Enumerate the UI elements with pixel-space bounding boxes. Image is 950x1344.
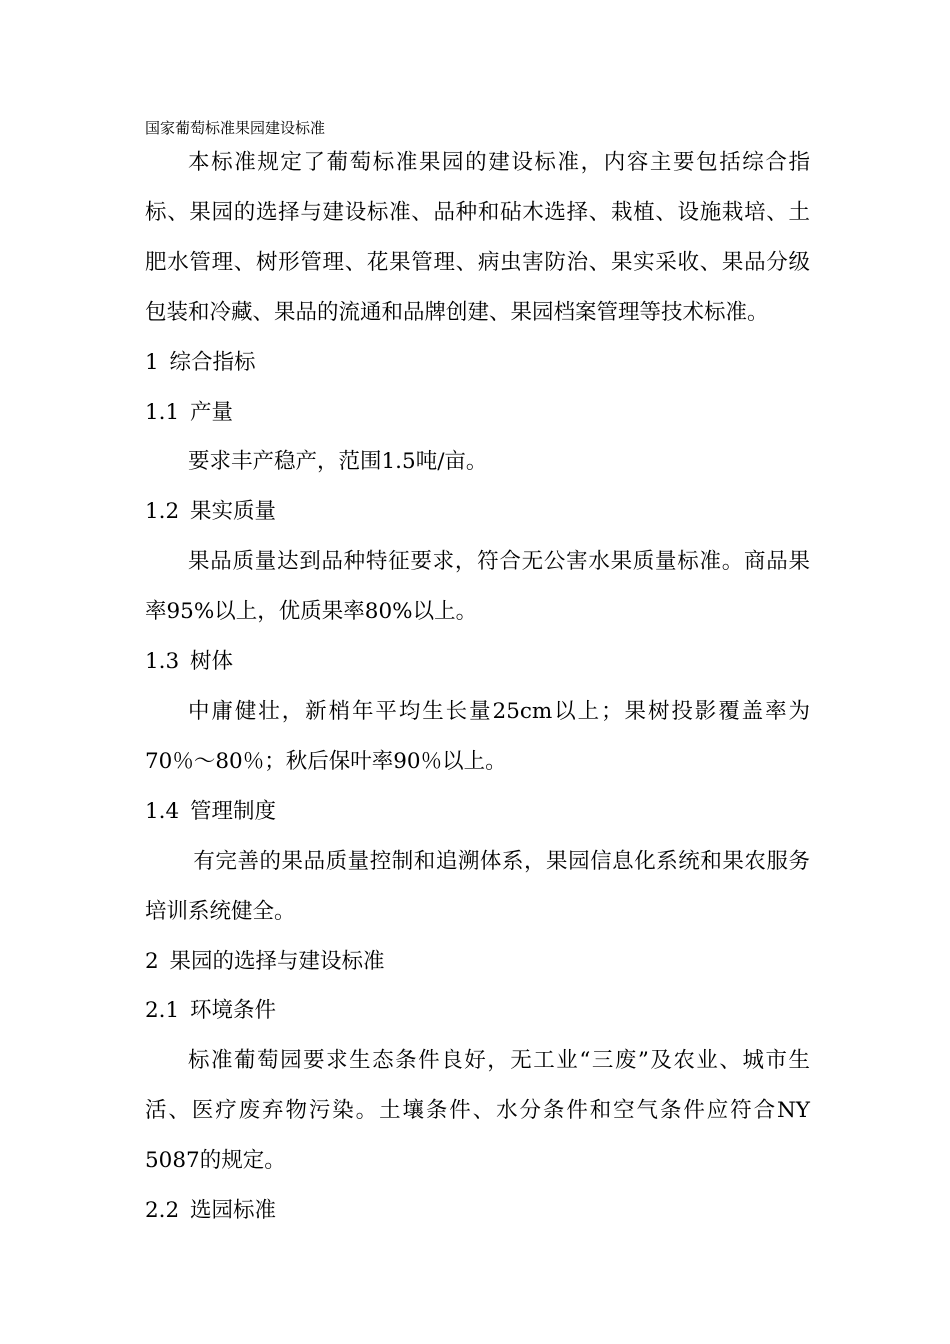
- section-title: 果园的选择与建设标准: [169, 948, 385, 974]
- paragraph-1-4: 有完善的果品质量控制和追溯体系，果园信息化系统和果农服务培训系统健全。: [145, 848, 810, 924]
- section-number: 1: [145, 349, 159, 375]
- subsection-number: 2.1: [145, 998, 180, 1024]
- section-heading-1: [145, 338, 810, 388]
- paragraph-1-3: 中庸健壮，新梢年平均生长量25cm以上；果树投影覆盖率为70％～80％；秋后保叶率90％以上。: [145, 698, 810, 774]
- subsection-title: 树体: [189, 649, 233, 675]
- subsection-number: 1.4: [145, 798, 180, 824]
- subsection-title: 管理制度: [189, 798, 276, 824]
- subsection-number: 1.1: [145, 399, 180, 425]
- subsection-title: 果实质量: [189, 499, 276, 525]
- subsection-heading-2-2: [145, 1186, 810, 1236]
- document-title: 国家葡萄标准果园建设标准: [145, 119, 326, 137]
- document-body: [145, 138, 810, 1236]
- subsection-number: 2.2: [145, 1198, 180, 1224]
- intro-paragraph: 本标准规定了葡萄标准果园的建设标准，内容主要包括综合指标、果园的选择与建设标准、品种和砧木选择、栽植、设施栽培、土肥水管理、树形管理、花果管理、病虫害防治、果实采收、果品分级包装和冷藏、果品的流通和品牌创建、果园档案管理等技术标准。: [145, 150, 810, 325]
- subsection-title: 环境条件: [189, 998, 276, 1024]
- section-number: 2: [145, 948, 159, 974]
- paragraph-2-1: 标准葡萄园要求生态条件良好，无工业“三废”及农业、城市生活、医疗废弃物污染。土壤条件、水分条件和空气条件应符合NY 5087的规定。: [145, 1048, 810, 1174]
- subsection-title: 选园标准: [189, 1198, 276, 1224]
- subsection-heading-2-1: [145, 986, 810, 1036]
- paragraph-1-1: 要求丰产稳产，范围1.5吨/亩。: [188, 449, 488, 475]
- subsection-number: 1.2: [145, 499, 180, 525]
- subsection-title: 产量: [189, 399, 233, 425]
- paragraph-1-2: 果品质量达到品种特征要求，符合无公害水果质量标准。商品果率95%以上，优质果率80%以上。: [145, 549, 810, 625]
- section-heading-2: [145, 937, 810, 987]
- subsection-number: 1.3: [145, 649, 180, 675]
- subsection-heading-1-2: [145, 487, 810, 537]
- subsection-heading-1-4: [145, 787, 810, 837]
- subsection-heading-1-3: [145, 637, 810, 687]
- section-title: 综合指标: [169, 349, 256, 375]
- subsection-heading-1-1: [145, 388, 810, 438]
